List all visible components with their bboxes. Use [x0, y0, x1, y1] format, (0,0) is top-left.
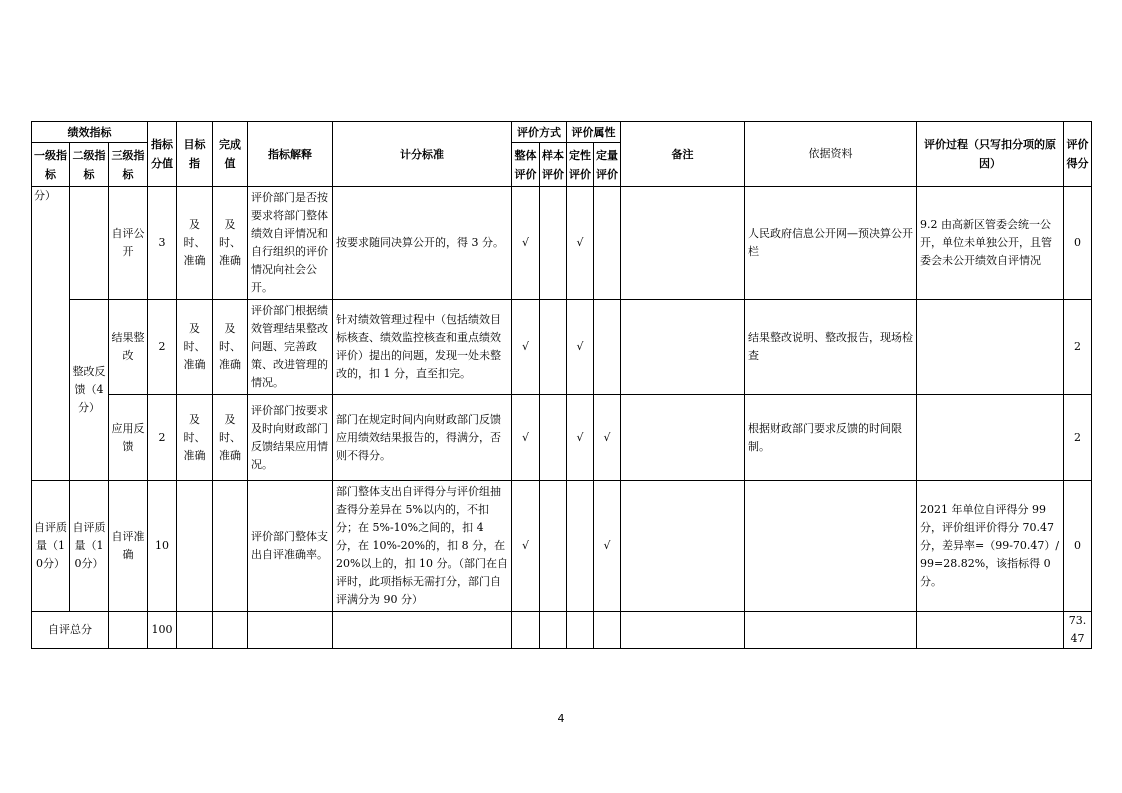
row2-note [621, 300, 745, 395]
row1-qual: √ [567, 187, 594, 300]
row1-l2 [70, 187, 109, 300]
header-score: 指标分值 [148, 122, 177, 187]
header-target: 目标指 [177, 122, 213, 187]
row4-process: 2021 年单位自评得分 99 分，评价组评价得分 70.47 分，差异率=（99-70.47）/99=28.82%，该指标得 0 分。 [917, 481, 1064, 612]
row4-standard: 部门整体支出自评得分与评价组抽查得分差异在 5%以内的，不扣分；在 5%-10%之间的，扣 4 分，在 10%-20%的，扣 8 分，在 20%以上的，扣 10 分。（部门在自评时，此项指标无需打分，部门自评满分为 90 分） [333, 481, 512, 612]
row1-basis: 人民政府信息公开网—预决算公开栏 [745, 187, 917, 300]
row2-done: 及时、准确 [213, 300, 248, 395]
total-cell-explain [248, 612, 333, 649]
header-basis: 依据资料 [745, 122, 917, 187]
header-perf-indicator: 绩效指标 [32, 122, 148, 143]
total-score: 100 [148, 612, 177, 649]
row2-quant [594, 300, 621, 395]
header-sample: 样本评价 [540, 143, 567, 187]
header-whole: 整体评价 [512, 143, 540, 187]
row3-whole: √ [512, 395, 540, 481]
row4-whole: √ [512, 481, 540, 612]
header-qual: 定性评价 [567, 143, 594, 187]
total-cell-whole [512, 612, 540, 649]
row4-basis [745, 481, 917, 612]
row4-qual [567, 481, 594, 612]
row1-sample [540, 187, 567, 300]
header-l3: 三级指标 [109, 143, 148, 187]
row2-eval: 2 [1064, 300, 1092, 395]
total-empty [109, 612, 148, 649]
row3-qual: √ [567, 395, 594, 481]
row4-sample [540, 481, 567, 612]
row3-target: 及时、准确 [177, 395, 213, 481]
header-explain: 指标解释 [248, 122, 333, 187]
row4-quant: √ [594, 481, 621, 612]
row1-l3: 自评公开 [109, 187, 148, 300]
row4-note [621, 481, 745, 612]
header-attr: 评价属性 [567, 122, 621, 143]
row1-eval: 0 [1064, 187, 1092, 300]
total-cell-done [213, 612, 248, 649]
row2-l2: 整改反馈（4分） [70, 300, 109, 481]
row4-done [213, 481, 248, 612]
total-eval: 73.47 [1064, 612, 1092, 649]
header-quant: 定量评价 [594, 143, 621, 187]
row2-target: 及时、准确 [177, 300, 213, 395]
total-cell-process [917, 612, 1064, 649]
row2-basis: 结果整改说明、整改报告，现场检查 [745, 300, 917, 395]
row4-l3: 自评准确 [109, 481, 148, 612]
row2-whole: √ [512, 300, 540, 395]
row1-standard: 按要求随同决算公开的，得 3 分。 [333, 187, 512, 300]
row2-process [917, 300, 1064, 395]
row3-sample [540, 395, 567, 481]
total-cell-qual [567, 612, 594, 649]
row3-explain: 评价部门按要求及时向财政部门反馈结果应用情况。 [248, 395, 333, 481]
row1-explain: 评价部门是否按要求将部门整体绩效自评情况和自行组织的评价情况向社会公开。 [248, 187, 333, 300]
row1-target: 及时、准确 [177, 187, 213, 300]
row3-l3: 应用反馈 [109, 395, 148, 481]
header-process: 评价过程（只写扣分项的原因） [917, 122, 1064, 187]
header-note: 备注 [621, 122, 745, 187]
total-cell-note [621, 612, 745, 649]
row4-score: 10 [148, 481, 177, 612]
row1-l1: 分） [32, 187, 70, 481]
row3-score: 2 [148, 395, 177, 481]
row2-sample [540, 300, 567, 395]
row1-process: 9.2 由高新区管委会统一公开，单位未单独公开，且管委会未公开绩效自评情况 [917, 187, 1064, 300]
row2-standard: 针对绩效管理过程中（包括绩效目标核查、绩效监控核查和重点绩效评价）提出的问题，发现一处未整改的，扣 1 分，直至扣完。 [333, 300, 512, 395]
header-l2: 二级指标 [70, 143, 109, 187]
total-cell-basis [745, 612, 917, 649]
total-cell-sample [540, 612, 567, 649]
page-number: 4 [557, 712, 565, 725]
row3-standard: 部门在规定时间内向财政部门反馈应用绩效结果报告的，得满分，否则不得分。 [333, 395, 512, 481]
row3-quant: √ [594, 395, 621, 481]
row4-eval: 0 [1064, 481, 1092, 612]
row1-whole: √ [512, 187, 540, 300]
row4-l1: 自评质量（10分） [32, 481, 70, 612]
row3-eval: 2 [1064, 395, 1092, 481]
row1-score: 3 [148, 187, 177, 300]
row3-process [917, 395, 1064, 481]
header-standard: 计分标准 [333, 122, 512, 187]
header-l1: 一级指标 [32, 143, 70, 187]
row1-quant [594, 187, 621, 300]
row2-score: 2 [148, 300, 177, 395]
total-label: 自评总分 [32, 612, 109, 649]
row4-explain: 评价部门整体支出自评准确率。 [248, 481, 333, 612]
row4-target [177, 481, 213, 612]
row1-note [621, 187, 745, 300]
header-eval-score: 评价得分 [1064, 122, 1092, 187]
row3-basis: 根据财政部门要求反馈的时间限制。 [745, 395, 917, 481]
header-done: 完成值 [213, 122, 248, 187]
total-cell-standard [333, 612, 512, 649]
row4-l2: 自评质量（10分） [70, 481, 109, 612]
row2-explain: 评价部门根据绩效管理结果整改问题、完善政策、改进管理的情况。 [248, 300, 333, 395]
total-cell-quant [594, 612, 621, 649]
row3-note [621, 395, 745, 481]
row3-done: 及时、准确 [213, 395, 248, 481]
row2-qual: √ [567, 300, 594, 395]
evaluation-table [31, 121, 1092, 649]
row1-done: 及时、准确 [213, 187, 248, 300]
total-cell-target [177, 612, 213, 649]
row2-l3: 结果整改 [109, 300, 148, 395]
header-method: 评价方式 [512, 122, 567, 143]
